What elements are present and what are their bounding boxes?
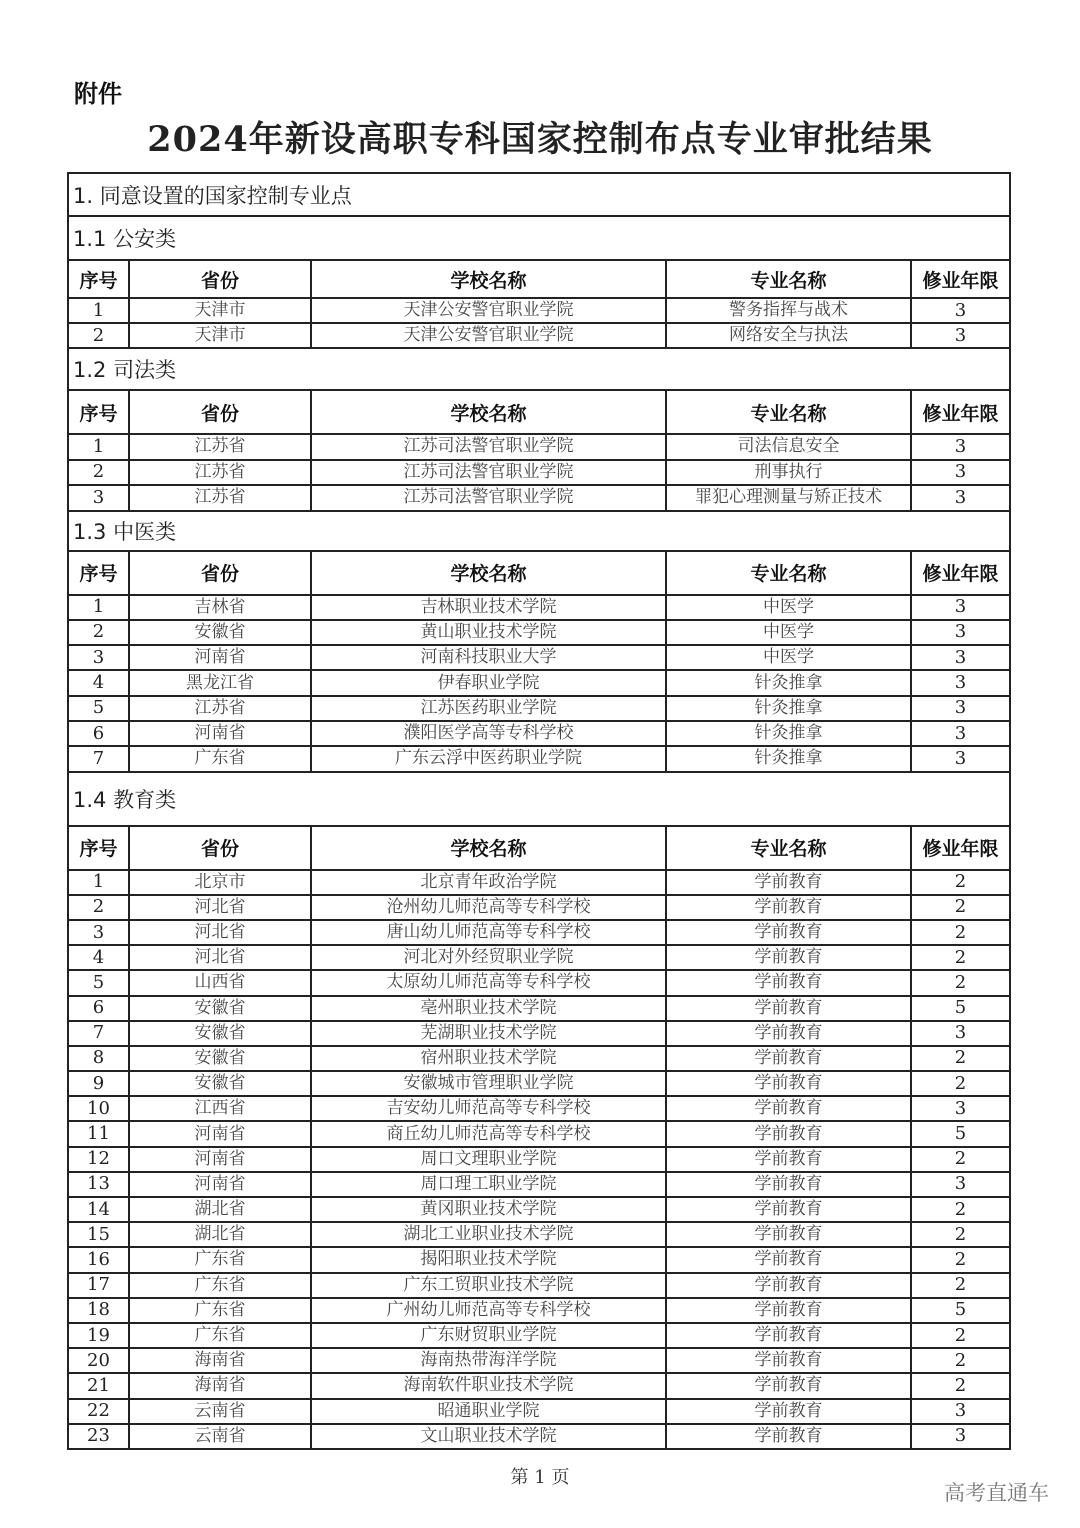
province-cell: 江苏省 bbox=[129, 434, 311, 460]
page-number: 第 1 页 bbox=[510, 1467, 570, 1488]
row-index: 1 bbox=[69, 870, 129, 895]
duration-cell: 3 bbox=[911, 485, 1009, 511]
school-name-cell: 北京青年政治学院 bbox=[311, 870, 666, 895]
row-index: 14 bbox=[69, 1197, 129, 1222]
row-index: 10 bbox=[69, 1096, 129, 1121]
province-cell: 安徽省 bbox=[129, 1046, 311, 1071]
major-name-cell: 学前教育 bbox=[666, 1247, 911, 1272]
province-cell: 河南省 bbox=[129, 1147, 311, 1172]
school-name-cell: 黄山职业技术学院 bbox=[311, 620, 666, 645]
province-cell: 广东省 bbox=[129, 746, 311, 771]
school-name-cell: 河南科技职业大学 bbox=[311, 645, 666, 670]
duration-cell: 2 bbox=[911, 1273, 1009, 1298]
major-name-cell: 中医学 bbox=[666, 620, 911, 645]
row-index: 2 bbox=[69, 620, 129, 645]
column-header: 省份 bbox=[129, 261, 311, 298]
table-row bbox=[69, 1197, 1009, 1222]
duration-cell: 3 bbox=[911, 696, 1009, 721]
column-header: 专业名称 bbox=[666, 391, 911, 434]
school-name-cell: 江苏司法警官职业学院 bbox=[311, 460, 666, 486]
row-index: 4 bbox=[69, 945, 129, 970]
province-cell: 云南省 bbox=[129, 1424, 311, 1449]
province-cell: 广东省 bbox=[129, 1298, 311, 1323]
row-index: 12 bbox=[69, 1147, 129, 1172]
school-name-cell: 广州幼儿师范高等专科学校 bbox=[311, 1298, 666, 1323]
column-header: 修业年限 bbox=[911, 261, 1009, 298]
row-index: 9 bbox=[69, 1071, 129, 1096]
row-index: 19 bbox=[69, 1323, 129, 1348]
table-row bbox=[69, 895, 1009, 920]
row-index: 3 bbox=[69, 485, 129, 511]
row-index: 1 bbox=[69, 298, 129, 323]
table-row bbox=[69, 1147, 1009, 1172]
duration-cell: 2 bbox=[911, 1046, 1009, 1071]
major-name-cell: 中医学 bbox=[666, 595, 911, 620]
duration-cell: 3 bbox=[911, 323, 1009, 348]
duration-cell: 3 bbox=[911, 620, 1009, 645]
school-name-cell: 天津公安警官职业学院 bbox=[311, 323, 666, 348]
province-cell: 天津市 bbox=[129, 298, 311, 323]
province-cell: 海南省 bbox=[129, 1373, 311, 1398]
column-header: 省份 bbox=[129, 552, 311, 595]
province-cell: 天津市 bbox=[129, 323, 311, 348]
row-index: 16 bbox=[69, 1247, 129, 1272]
school-name-cell: 天津公安警官职业学院 bbox=[311, 298, 666, 323]
duration-cell: 3 bbox=[911, 460, 1009, 486]
column-header: 学校名称 bbox=[311, 552, 666, 595]
table-row bbox=[69, 1071, 1009, 1096]
school-name-cell: 昭通职业学院 bbox=[311, 1399, 666, 1424]
column-header: 学校名称 bbox=[311, 827, 666, 870]
table-row bbox=[69, 298, 1009, 323]
major-name-cell: 学前教育 bbox=[666, 1071, 911, 1096]
row-index: 3 bbox=[69, 920, 129, 945]
table-row bbox=[69, 1373, 1009, 1398]
row-index: 7 bbox=[69, 746, 129, 771]
province-cell: 安徽省 bbox=[129, 1071, 311, 1096]
school-name-cell: 海南热带海洋学院 bbox=[311, 1348, 666, 1373]
table-row bbox=[69, 1323, 1009, 1348]
row-index: 18 bbox=[69, 1298, 129, 1323]
major-name-cell: 学前教育 bbox=[666, 1096, 911, 1121]
province-cell: 河南省 bbox=[129, 1172, 311, 1197]
row-index: 3 bbox=[69, 645, 129, 670]
major-name-cell: 学前教育 bbox=[666, 945, 911, 970]
table-row bbox=[69, 1222, 1009, 1247]
school-name-cell: 太原幼儿师范高等专科学校 bbox=[311, 970, 666, 995]
row-index: 5 bbox=[69, 696, 129, 721]
category-list bbox=[69, 217, 1009, 1450]
province-cell: 广东省 bbox=[129, 1247, 311, 1272]
duration-cell: 2 bbox=[911, 1373, 1009, 1398]
row-index: 6 bbox=[69, 996, 129, 1021]
province-cell: 河北省 bbox=[129, 945, 311, 970]
duration-cell: 3 bbox=[911, 1172, 1009, 1197]
column-header: 序号 bbox=[69, 391, 129, 434]
column-header: 专业名称 bbox=[666, 552, 911, 595]
attachment-label: 附件 bbox=[74, 80, 122, 108]
row-index: 17 bbox=[69, 1273, 129, 1298]
duration-cell: 2 bbox=[911, 1197, 1009, 1222]
school-name-cell: 广东云浮中医药职业学院 bbox=[311, 746, 666, 771]
table-row bbox=[69, 1172, 1009, 1197]
table-row bbox=[69, 645, 1009, 670]
row-index: 20 bbox=[69, 1348, 129, 1373]
province-cell: 河南省 bbox=[129, 645, 311, 670]
row-index: 5 bbox=[69, 970, 129, 995]
major-name-cell: 学前教育 bbox=[666, 1273, 911, 1298]
category-table bbox=[69, 552, 1009, 773]
major-name-cell: 针灸推拿 bbox=[666, 670, 911, 695]
school-name-cell: 江苏司法警官职业学院 bbox=[311, 485, 666, 511]
duration-cell: 5 bbox=[911, 1298, 1009, 1323]
row-index: 11 bbox=[69, 1121, 129, 1146]
table-row bbox=[69, 485, 1009, 511]
column-header: 序号 bbox=[69, 827, 129, 870]
province-cell: 湖北省 bbox=[129, 1222, 311, 1247]
province-cell: 广东省 bbox=[129, 1273, 311, 1298]
row-index: 1 bbox=[69, 434, 129, 460]
major-name-cell: 学前教育 bbox=[666, 996, 911, 1021]
duration-cell: 3 bbox=[911, 1424, 1009, 1449]
row-index: 2 bbox=[69, 323, 129, 348]
major-name-cell: 学前教育 bbox=[666, 1323, 911, 1348]
duration-cell: 3 bbox=[911, 670, 1009, 695]
school-name-cell: 周口文理职业学院 bbox=[311, 1147, 666, 1172]
table-row bbox=[69, 870, 1009, 895]
column-header: 学校名称 bbox=[311, 261, 666, 298]
major-name-cell: 学前教育 bbox=[666, 1021, 911, 1046]
category-table bbox=[69, 391, 1009, 512]
province-cell: 海南省 bbox=[129, 1348, 311, 1373]
row-index: 2 bbox=[69, 460, 129, 486]
province-cell: 吉林省 bbox=[129, 595, 311, 620]
school-name-cell: 宿州职业技术学院 bbox=[311, 1046, 666, 1071]
duration-cell: 2 bbox=[911, 895, 1009, 920]
school-name-cell: 沧州幼儿师范高等专科学校 bbox=[311, 895, 666, 920]
row-index: 4 bbox=[69, 670, 129, 695]
province-cell: 山西省 bbox=[129, 970, 311, 995]
table-row bbox=[69, 920, 1009, 945]
section-heading: 1. 同意设置的国家控制专业点 bbox=[69, 174, 1009, 217]
school-name-cell: 唐山幼儿师范高等专科学校 bbox=[311, 920, 666, 945]
school-name-cell: 吉林职业技术学院 bbox=[311, 595, 666, 620]
province-cell: 江苏省 bbox=[129, 696, 311, 721]
table-row bbox=[69, 1399, 1009, 1424]
watermark: 高考直通车 bbox=[944, 1481, 1049, 1505]
category-table bbox=[69, 261, 1009, 349]
school-name-cell: 周口理工职业学院 bbox=[311, 1172, 666, 1197]
province-cell: 安徽省 bbox=[129, 996, 311, 1021]
major-name-cell: 网络安全与执法 bbox=[666, 323, 911, 348]
approval-results-table bbox=[67, 172, 1011, 1450]
major-name-cell: 罪犯心理测量与矫正技术 bbox=[666, 485, 911, 511]
column-header: 序号 bbox=[69, 552, 129, 595]
school-name-cell: 江苏司法警官职业学院 bbox=[311, 434, 666, 460]
column-header: 修业年限 bbox=[911, 552, 1009, 595]
province-cell: 湖北省 bbox=[129, 1197, 311, 1222]
school-name-cell: 吉安幼儿师范高等专科学校 bbox=[311, 1096, 666, 1121]
document-title: 2024年新设高职专科国家控制布点专业审批结果 bbox=[147, 119, 933, 160]
column-header: 专业名称 bbox=[666, 827, 911, 870]
major-name-cell: 学前教育 bbox=[666, 970, 911, 995]
row-index: 15 bbox=[69, 1222, 129, 1247]
duration-cell: 2 bbox=[911, 1323, 1009, 1348]
school-name-cell: 黄冈职业技术学院 bbox=[311, 1197, 666, 1222]
duration-cell: 2 bbox=[911, 1071, 1009, 1096]
major-name-cell: 学前教育 bbox=[666, 895, 911, 920]
column-header: 学校名称 bbox=[311, 391, 666, 434]
table-row bbox=[69, 1424, 1009, 1449]
table-row bbox=[69, 721, 1009, 746]
table-row bbox=[69, 1298, 1009, 1323]
duration-cell: 3 bbox=[911, 746, 1009, 771]
province-cell: 河北省 bbox=[129, 920, 311, 945]
row-index: 2 bbox=[69, 895, 129, 920]
school-name-cell: 商丘幼儿师范高等专科学校 bbox=[311, 1121, 666, 1146]
school-name-cell: 文山职业技术学院 bbox=[311, 1424, 666, 1449]
province-cell: 江苏省 bbox=[129, 460, 311, 486]
province-cell: 江苏省 bbox=[129, 485, 311, 511]
major-name-cell: 学前教育 bbox=[666, 1399, 911, 1424]
province-cell: 江西省 bbox=[129, 1096, 311, 1121]
column-header: 修业年限 bbox=[911, 391, 1009, 434]
category-heading: 1.4 教育类 bbox=[69, 773, 1009, 827]
duration-cell: 5 bbox=[911, 996, 1009, 1021]
category-table bbox=[69, 827, 1009, 1450]
column-header: 专业名称 bbox=[666, 261, 911, 298]
table-row bbox=[69, 945, 1009, 970]
table-row bbox=[69, 595, 1009, 620]
duration-cell: 2 bbox=[911, 1247, 1009, 1272]
duration-cell: 3 bbox=[911, 434, 1009, 460]
row-index: 6 bbox=[69, 721, 129, 746]
table-row bbox=[69, 1121, 1009, 1146]
province-cell: 云南省 bbox=[129, 1399, 311, 1424]
duration-cell: 3 bbox=[911, 1399, 1009, 1424]
table-row bbox=[69, 996, 1009, 1021]
duration-cell: 3 bbox=[911, 721, 1009, 746]
major-name-cell: 刑事执行 bbox=[666, 460, 911, 486]
province-cell: 黑龙江省 bbox=[129, 670, 311, 695]
row-index: 1 bbox=[69, 595, 129, 620]
major-name-cell: 学前教育 bbox=[666, 1373, 911, 1398]
province-cell: 河南省 bbox=[129, 1121, 311, 1146]
table-row bbox=[69, 1021, 1009, 1046]
major-name-cell: 学前教育 bbox=[666, 1046, 911, 1071]
duration-cell: 2 bbox=[911, 920, 1009, 945]
duration-cell: 2 bbox=[911, 870, 1009, 895]
table-row bbox=[69, 460, 1009, 486]
major-name-cell: 针灸推拿 bbox=[666, 721, 911, 746]
major-name-cell: 中医学 bbox=[666, 645, 911, 670]
duration-cell: 3 bbox=[911, 1021, 1009, 1046]
table-row bbox=[69, 1096, 1009, 1121]
table-row bbox=[69, 696, 1009, 721]
duration-cell: 3 bbox=[911, 595, 1009, 620]
major-name-cell: 学前教育 bbox=[666, 1147, 911, 1172]
category-heading: 1.2 司法类 bbox=[69, 349, 1009, 391]
duration-cell: 2 bbox=[911, 1147, 1009, 1172]
major-name-cell: 学前教育 bbox=[666, 920, 911, 945]
major-name-cell: 针灸推拿 bbox=[666, 696, 911, 721]
major-name-cell: 警务指挥与战术 bbox=[666, 298, 911, 323]
table-row bbox=[69, 620, 1009, 645]
province-cell: 安徽省 bbox=[129, 620, 311, 645]
province-cell: 河南省 bbox=[129, 721, 311, 746]
duration-cell: 3 bbox=[911, 1096, 1009, 1121]
column-header: 省份 bbox=[129, 391, 311, 434]
major-name-cell: 司法信息安全 bbox=[666, 434, 911, 460]
province-cell: 北京市 bbox=[129, 870, 311, 895]
major-name-cell: 学前教育 bbox=[666, 870, 911, 895]
duration-cell: 5 bbox=[911, 1121, 1009, 1146]
school-name-cell: 亳州职业技术学院 bbox=[311, 996, 666, 1021]
column-header: 省份 bbox=[129, 827, 311, 870]
table-row bbox=[69, 434, 1009, 460]
major-name-cell: 学前教育 bbox=[666, 1348, 911, 1373]
major-name-cell: 学前教育 bbox=[666, 1172, 911, 1197]
table-row bbox=[69, 1273, 1009, 1298]
school-name-cell: 揭阳职业技术学院 bbox=[311, 1247, 666, 1272]
major-name-cell: 学前教育 bbox=[666, 1298, 911, 1323]
duration-cell: 2 bbox=[911, 1348, 1009, 1373]
row-index: 8 bbox=[69, 1046, 129, 1071]
row-index: 23 bbox=[69, 1424, 129, 1449]
school-name-cell: 伊春职业学院 bbox=[311, 670, 666, 695]
major-name-cell: 学前教育 bbox=[666, 1222, 911, 1247]
row-index: 7 bbox=[69, 1021, 129, 1046]
category-heading: 1.1 公安类 bbox=[69, 217, 1009, 261]
duration-cell: 3 bbox=[911, 645, 1009, 670]
school-name-cell: 江苏医药职业学院 bbox=[311, 696, 666, 721]
table-row bbox=[69, 1247, 1009, 1272]
column-header: 修业年限 bbox=[911, 827, 1009, 870]
table-row bbox=[69, 1046, 1009, 1071]
table-row bbox=[69, 1348, 1009, 1373]
school-name-cell: 河北对外经贸职业学院 bbox=[311, 945, 666, 970]
school-name-cell: 安徽城市管理职业学院 bbox=[311, 1071, 666, 1096]
major-name-cell: 针灸推拿 bbox=[666, 746, 911, 771]
table-row bbox=[69, 323, 1009, 348]
table-row bbox=[69, 670, 1009, 695]
province-cell: 安徽省 bbox=[129, 1021, 311, 1046]
school-name-cell: 广东工贸职业技术学院 bbox=[311, 1273, 666, 1298]
major-name-cell: 学前教育 bbox=[666, 1424, 911, 1449]
province-cell: 广东省 bbox=[129, 1323, 311, 1348]
duration-cell: 2 bbox=[911, 1222, 1009, 1247]
table-row bbox=[69, 970, 1009, 995]
school-name-cell: 濮阳医学高等专科学校 bbox=[311, 721, 666, 746]
major-name-cell: 学前教育 bbox=[666, 1197, 911, 1222]
school-name-cell: 湖北工业职业技术学院 bbox=[311, 1222, 666, 1247]
table-row bbox=[69, 746, 1009, 771]
duration-cell: 2 bbox=[911, 970, 1009, 995]
row-index: 13 bbox=[69, 1172, 129, 1197]
school-name-cell: 海南软件职业技术学院 bbox=[311, 1373, 666, 1398]
major-name-cell: 学前教育 bbox=[666, 1121, 911, 1146]
row-index: 21 bbox=[69, 1373, 129, 1398]
column-header: 序号 bbox=[69, 261, 129, 298]
duration-cell: 2 bbox=[911, 945, 1009, 970]
category-heading: 1.3 中医类 bbox=[69, 512, 1009, 552]
school-name-cell: 芜湖职业技术学院 bbox=[311, 1021, 666, 1046]
school-name-cell: 广东财贸职业学院 bbox=[311, 1323, 666, 1348]
duration-cell: 3 bbox=[911, 298, 1009, 323]
province-cell: 河北省 bbox=[129, 895, 311, 920]
row-index: 22 bbox=[69, 1399, 129, 1424]
